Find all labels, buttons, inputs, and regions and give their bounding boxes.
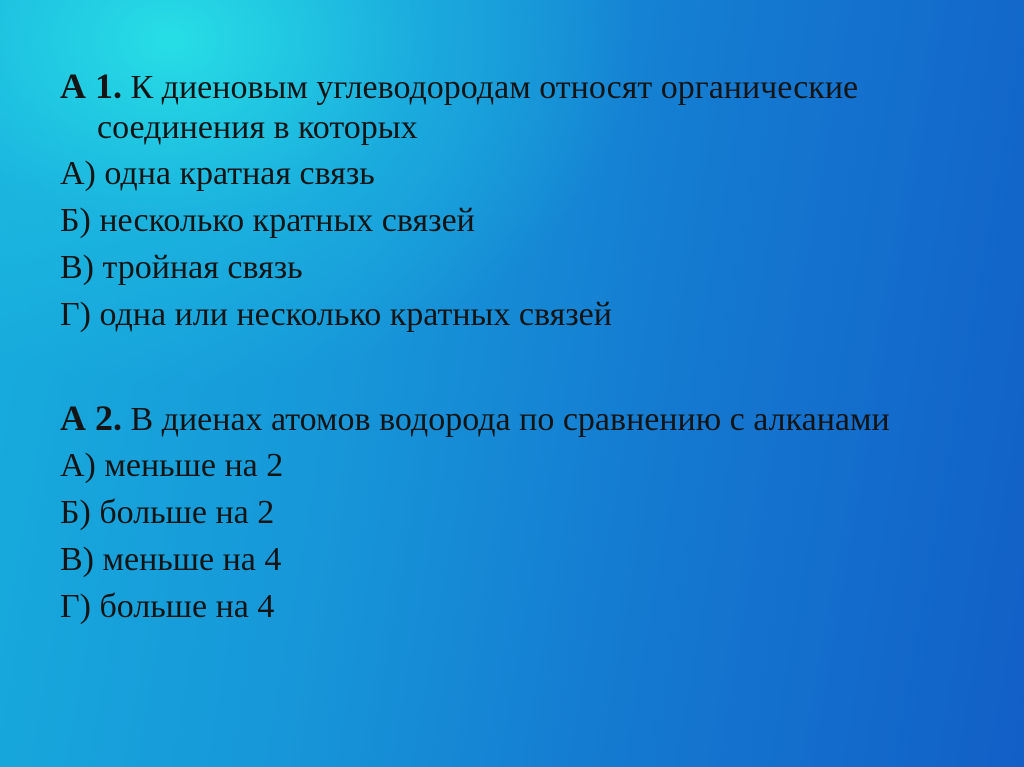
question-2-option-d: Г) больше на 4: [60, 588, 275, 625]
question-2-stem: [60, 398, 960, 440]
question-1-number: А 1.: [60, 66, 122, 106]
question-2-option-c: В) меньше на 4: [60, 541, 282, 578]
question-1-option-b: Б) несколько кратных связей: [60, 202, 475, 239]
question-2-text: В диенах атомов водорода по сравнению с алканами: [130, 401, 890, 438]
question-2-option-b: Б) больше на 2: [60, 494, 275, 531]
question-2-option-a: А) меньше на 2: [60, 447, 284, 484]
question-2: [60, 398, 960, 634]
question-1-text: К диеновым углеводородам относят органические соединения в которых: [97, 69, 859, 146]
question-1-options: [60, 154, 960, 335]
question-1-option-d: Г) одна или несколько кратных связей: [60, 296, 612, 333]
question-1-stem: [60, 66, 960, 148]
question-1-option-c: В) тройная связь: [60, 249, 303, 286]
question-2-number: А 2.: [60, 398, 122, 438]
question-1: [60, 66, 960, 342]
question-1-option-a: А) одна кратная связь: [60, 155, 375, 192]
question-2-options: [60, 446, 960, 627]
